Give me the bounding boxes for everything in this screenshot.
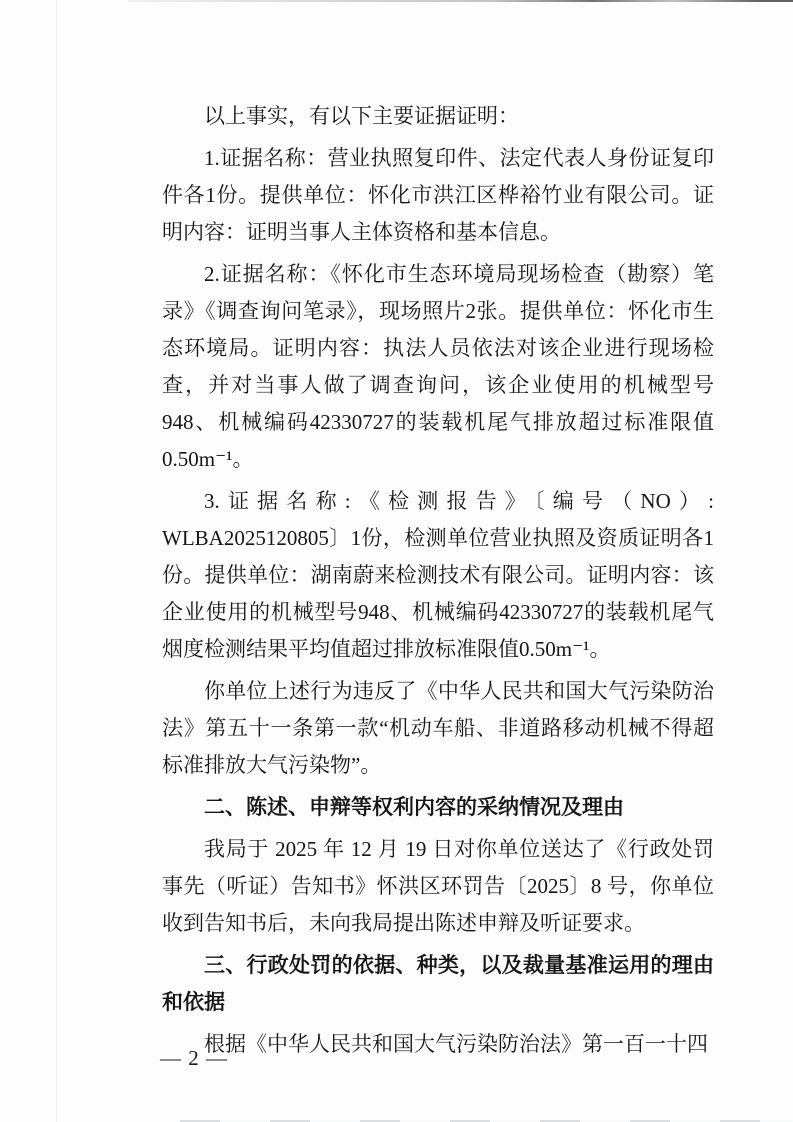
page-number: — 2 — — [160, 1046, 228, 1070]
section-2-heading: 二、陈述、申辩等权利内容的采纳情况及理由 — [204, 796, 624, 819]
paragraph-violation-statement: 你单位上述行为违反了《中华人民共和国大气污染防治法》第五十一条第一款“机动车船、非道路移动机械不得超标准排放大气污染物”。 — [162, 679, 714, 777]
section-3-heading: 三、行政处罚的依据、种类，以及裁量基准运用的理由和依据 — [162, 954, 714, 1014]
scan-top-edge-artifact — [128, 0, 793, 2]
document-body — [162, 98, 714, 1063]
paragraph-evidence-item-2: 2.证据名称：《怀化市生态环境局现场检查（勘察）笔录》《调查询问笔录》，现场照片2张。提供单位：怀化市生态环境局。证明内容：执法人员依法对该企业进行现场检查，并对当事人做了调查询问，该企业使用的机械型号948、机械编码42330727的装载机尾气排放超过标准限值0.50m⁻¹。 — [162, 262, 714, 471]
paragraph-evidence-intro: 以上事实，有以下主要证据证明： — [204, 104, 519, 128]
scan-left-crease-artifact — [56, 0, 57, 1122]
paragraph-evidence-item-3: 3.证据名称:《检测报告》〔编号（NO）: WLBA2025120805〕1份，检测单位营业执照及资质证明各1份。提供单位：湖南蔚来检测技术有限公司。证明内容：该企业使用的机械型号948、机械编码42330727的装载机尾气烟度检测结果平均值超过排放标准限值0.50m⁻¹。 — [162, 489, 714, 661]
paragraph-evidence-item-1: 1.证据名称：营业执照复印件、法定代表人身份证复印件各1份。提供单位：怀化市洪江区桦裕竹业有限公司。证明内容：证明当事人主体资格和基本信息。 — [162, 146, 714, 244]
paragraph-notification-statement: 我局于 2025 年 12 月 19 日对你单位送达了《行政处罚事先（听证）告知书》怀洪区环罚告〔2025〕8 号，你单位收到告知书后，未向我局提出陈述申辩及听证要求。 — [162, 837, 714, 935]
paragraph-legal-basis-intro: 根据《中华人民共和国大气污染防治法》第一百一十四 — [204, 1032, 708, 1056]
